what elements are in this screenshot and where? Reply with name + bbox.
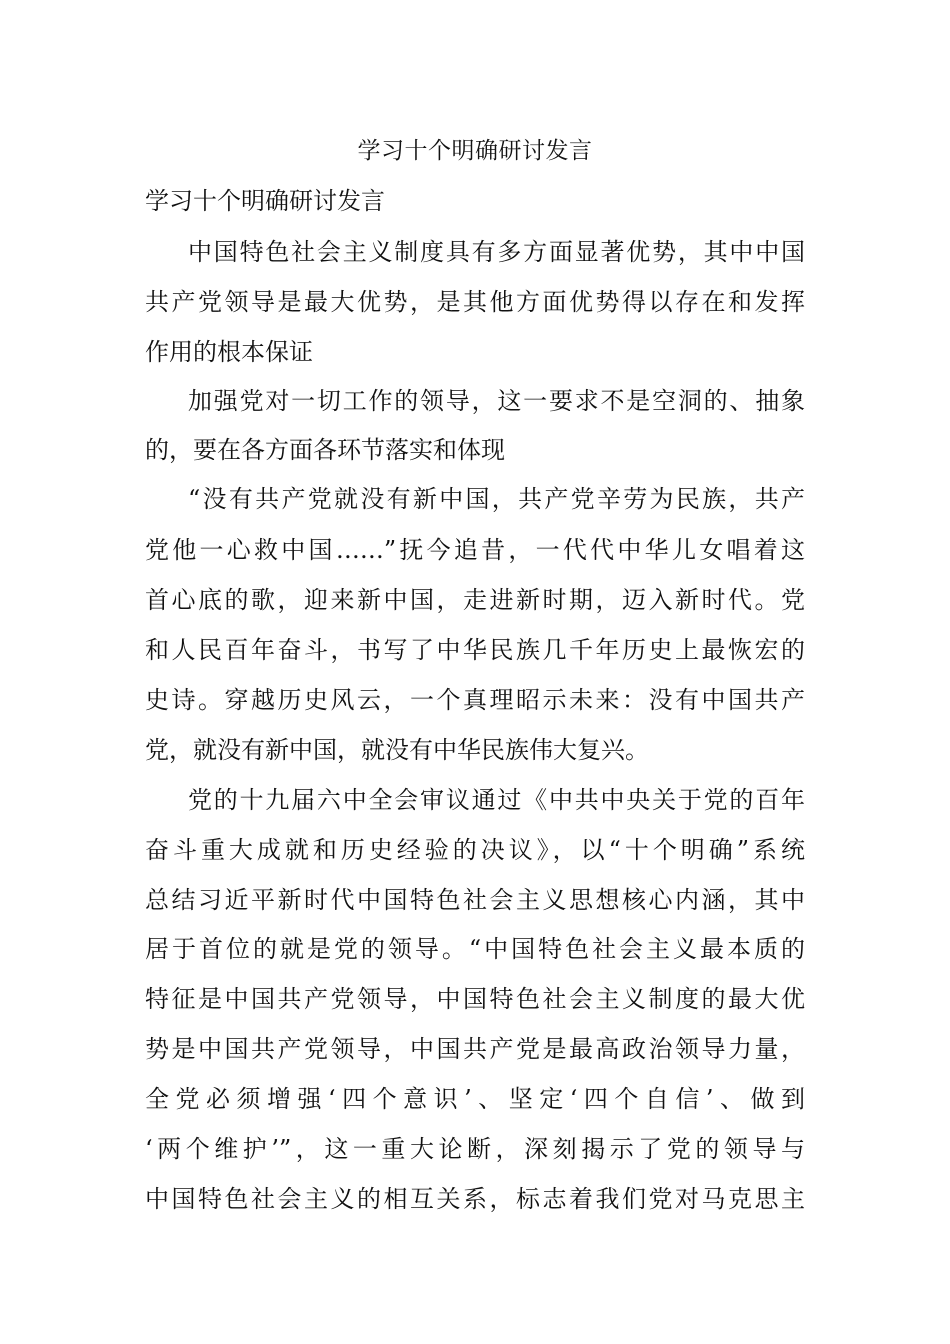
paragraph-4-line-1: 党的十九届六中全会审议通过《中共中央关于党的百年 <box>188 786 805 814</box>
paragraph-1-line-1: 中国特色社会主义制度具有多方面显著优势，其中中国 <box>188 238 805 266</box>
paragraph-3-line-1: “没有共产党就没有新中国，共产党辛劳为民族，共产 <box>188 485 805 513</box>
paragraph-4-line-9: 中国特色社会主义的相互关系，标志着我们党对马克思主 <box>145 1185 805 1213</box>
paragraph-3-line-6: 党，就没有新中国，就没有中华民族伟大复兴。 <box>145 736 649 764</box>
paragraph-4-line-3: 总结习近平新时代中国特色社会主义思想核心内涵，其中 <box>145 886 805 914</box>
paragraph-3-line-2: 党他一心救中国……”抚今追昔，一代代中华儿女唱着这 <box>145 536 805 564</box>
paragraph-1-line-3: 作用的根本保证 <box>145 338 313 366</box>
paragraph-4-line-4: 居于首位的就是党的领导。“中国特色社会主义最本质的 <box>145 935 805 963</box>
paragraph-4-line-6: 势是中国共产党领导，中国共产党是最高政治领导力量， <box>145 1035 805 1063</box>
paragraph-4-line-8: ‘两个维护’”，这一重大论断，深刻揭示了党的领导与 <box>145 1135 805 1163</box>
paragraph-4-line-2: 奋斗重大成就和历史经验的决议》，以“十个明确”系统 <box>145 836 805 864</box>
paragraph-2-line-2: 的，要在各方面各环节落实和体现 <box>145 436 505 464</box>
paragraph-2-line-1: 加强党对一切工作的领导，这一要求不是空洞的、抽象 <box>188 387 805 415</box>
paragraph-3-line-4: 和人民百年奋斗，书写了中华民族几千年历史上最恢宏的 <box>145 636 805 664</box>
paragraph-3-line-5: 史诗。穿越历史风云，一个真理昭示未来：没有中国共产 <box>145 686 805 714</box>
paragraph-4-line-7: 全党必须增强‘四个意识’、坚定‘四个自信’、做到 <box>145 1085 805 1113</box>
document-subtitle: 学习十个明确研讨发言 <box>145 187 385 215</box>
paragraph-4-line-5: 特征是中国共产党领导，中国特色社会主义制度的最大优 <box>145 985 805 1013</box>
paragraph-1-line-2: 共产党领导是最大优势，是其他方面优势得以存在和发挥 <box>145 288 805 316</box>
paragraph-3-line-3: 首心底的歌，迎来新中国，走进新时期，迈入新时代。党 <box>145 586 805 614</box>
document-title: 学习十个明确研讨发言 <box>357 138 593 164</box>
